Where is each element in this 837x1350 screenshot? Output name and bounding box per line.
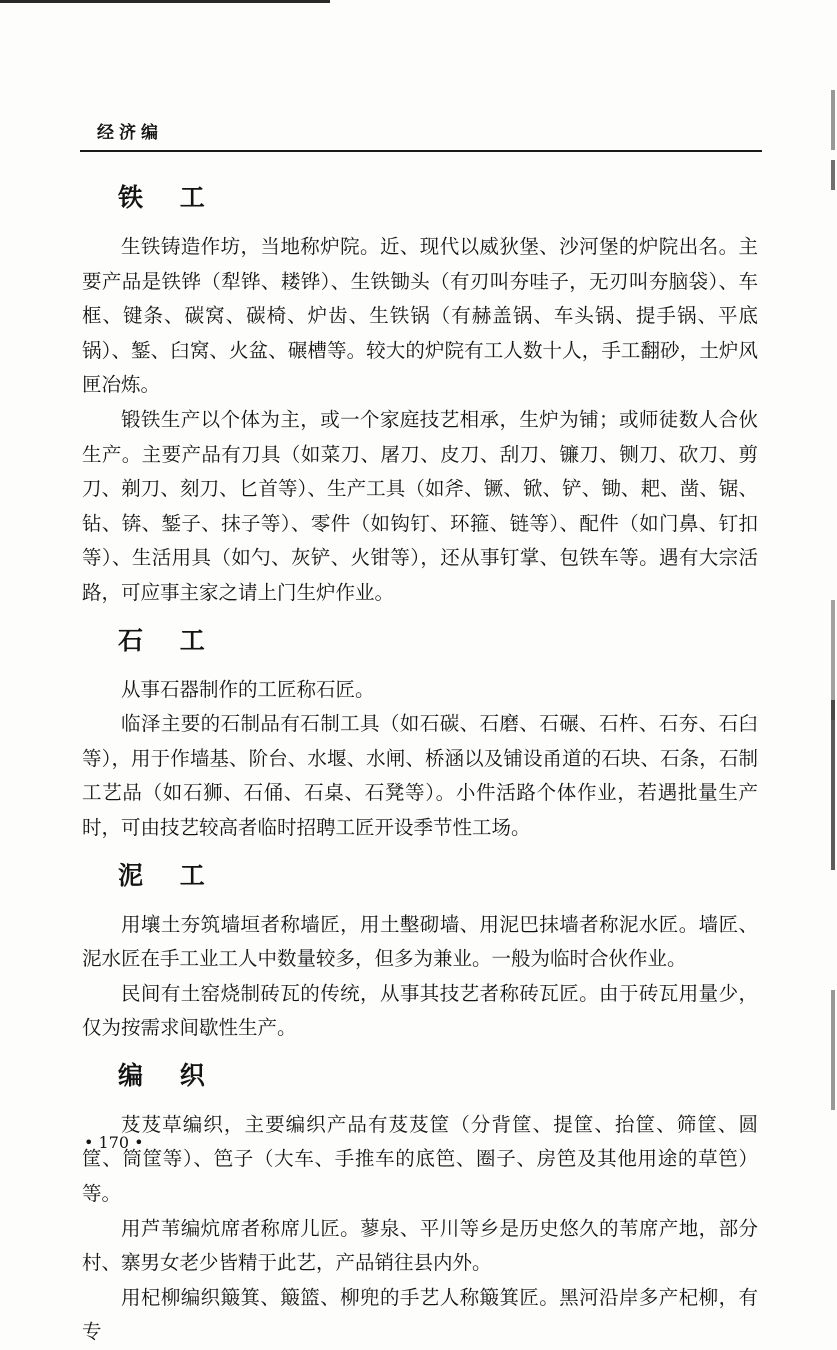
paragraph: 生铁铸造作坊，当地称炉院。近、现代以威狄堡、沙河堡的炉院出名。主要产品是铁铧（犁铧、耧铧）、生铁锄头（有刃叫夯哇子，无刃叫夯脑袋）、车框、键条、碳窝、碳椅、炉齿、生铁锅（有赫盖锅、车头锅、提手锅、平底锅）、錾、臼窝、火盆、碾槽等。较大的炉院有工人数十人，手工翻砂，土炉风匣冶炼。 — [82, 235, 758, 397]
page-number: • 170 • — [84, 1133, 144, 1152]
section-title: 铁 工 — [118, 183, 219, 212]
paragraph: 用杞柳编织簸箕、簸篮、柳兜的手艺人称簸箕匠。黑河沿岸多产杞柳，有专 — [82, 1285, 758, 1344]
top-edge-rule — [0, 0, 330, 3]
section-mud-work — [82, 856, 758, 1046]
page-body — [82, 168, 758, 1350]
paragraph: 从事石器制作的工匠称石匠。 — [121, 677, 375, 701]
paragraph: 用壤土夯筑墙垣者称墙匠，用土墼砌墙、用泥巴抹墙者称泥水匠。墙匠、泥水匠在手工业工人中数量较多，但多为兼业。一般为临时合伙作业。 — [82, 912, 758, 971]
paragraph: 临泽主要的石制品有石制工具（如石碳、石磨、石碾、石杵、石夯、石臼等），用于作墙基、阶台、水堰、水闸、桥涵以及铺设甬道的石块、石条，石制工艺品（如石狮、石俑、石桌、石凳等）。小件活路个体作业，若遇批量生产时，可由技艺较高者临时招聘工匠开设季节性工场。 — [82, 712, 758, 839]
section-title: 石 工 — [118, 625, 219, 655]
running-header-title: 经济编 — [97, 123, 163, 143]
section-title: 编 织 — [118, 1060, 219, 1090]
paragraph: 锻铁生产以个体为主，或一个家庭技艺相承，生炉为铺；或师徒数人合伙生产。主要产品有刀具（如菜刀、屠刀、皮刀、刮刀、镰刀、铡刀、砍刀、剪刀、剃刀、刻刀、匕首等）、生产工具（如斧、镢、锨、铲、锄、耙、凿、锯、钻、锛、錾子、抹子等）、零件（如钩钉、环箍、链等）、配件（如门鼻、钉扣等）、生活用具（如勺、灰铲、火钳等），还从事钉掌、包铁车等。遇有大宗活路，可应事主家之请上门生炉作业。 — [82, 407, 758, 604]
section-stone-work — [82, 621, 758, 846]
section-iron-work — [82, 178, 758, 611]
section-weaving — [82, 1056, 758, 1350]
paragraph: 民间有土窑烧制砖瓦的传统，从事其技艺者称砖瓦匠。由于砖瓦用量少，仅为按需求间歇性生产。 — [82, 981, 758, 1040]
scan-edge-marks — [823, 60, 837, 1180]
section-title: 泥 工 — [118, 860, 219, 890]
header-rule — [80, 150, 762, 152]
paragraph: 芨芨草编织，主要编织产品有芨芨筐（分背筐、提筐、抬筐、筛筐、圆筐、筒筐等）、笆子（大车、手推车的底笆、圈子、房笆及其他用途的草笆）等。 — [82, 1112, 758, 1206]
paragraph: 用芦苇编炕席者称席儿匠。蓼泉、平川等乡是历史悠久的苇席产地，部分村、寨男女老少皆精于此艺，产品销往县内外。 — [82, 1216, 758, 1275]
